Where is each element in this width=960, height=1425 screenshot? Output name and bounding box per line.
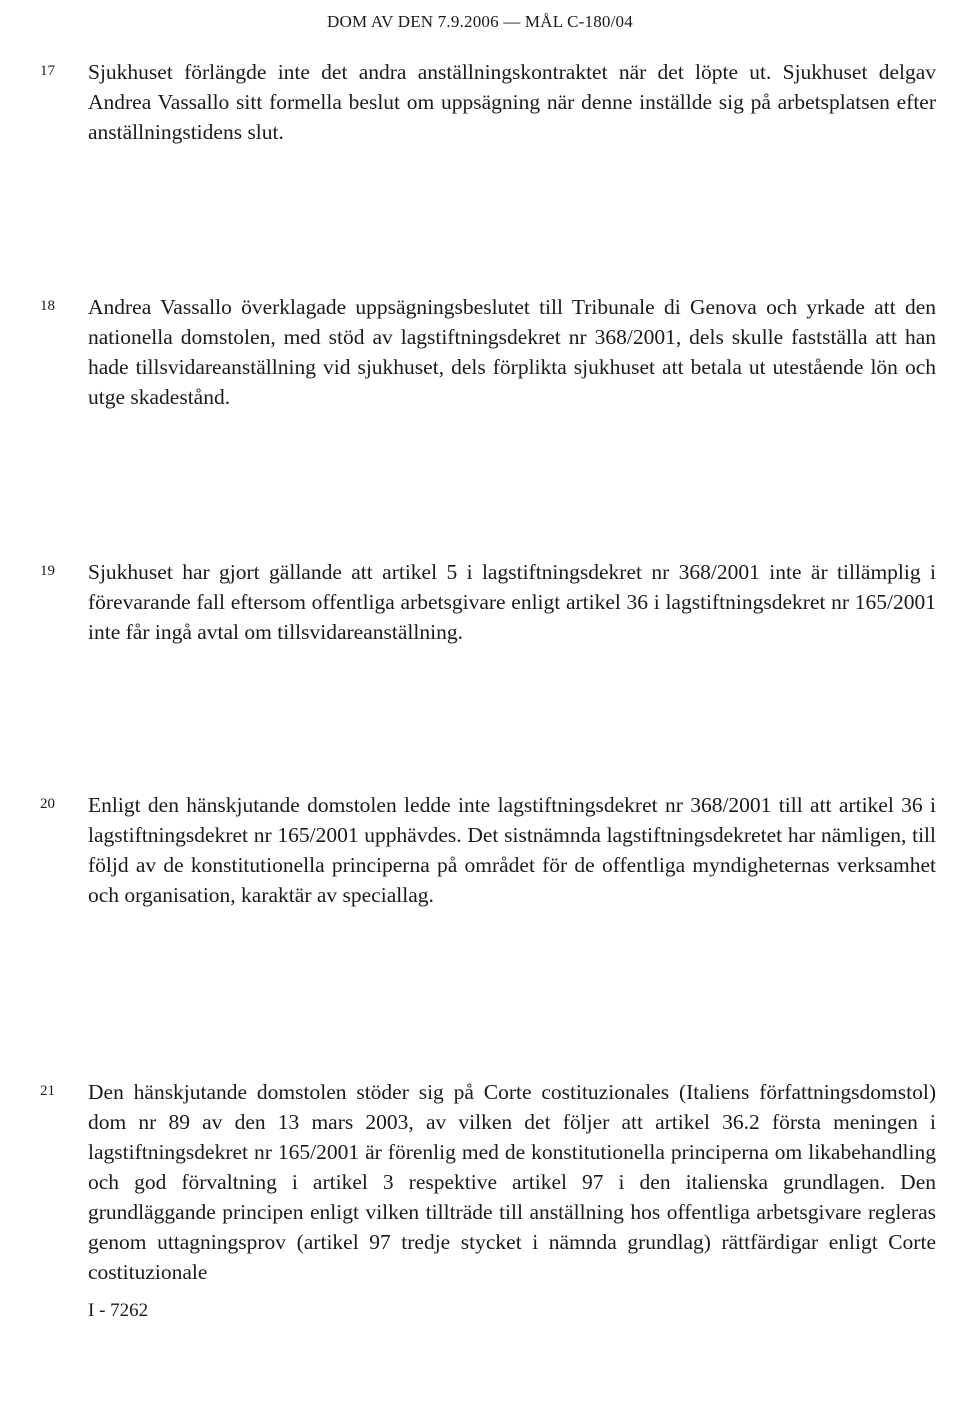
paragraph-text: Sjukhuset förlängde inte det andra anställningskontraktet när det löpte ut. Sjukhuset delgav Andrea Vassallo sitt formella beslut om uppsägning när denne inställde sig på arbetsplatsen efter anställningstidens slut. (88, 60, 936, 144)
paragraph-text: Den hänskjutande domstolen stöder sig på Corte costituzionales (Italiens författningsdomstol) dom nr 89 av den 13 mars 2003, av vilken det följer att artikel 36.2 första meningen i lagstiftningsdekret nr 165/2001 är förenlig med de konstitutionella principerna om likabehandling och god förvaltning i artikel 3 respektive artikel 97 i den italienska grundlagen. Den grundläggande principen enligt vilken tillträde till anställning hos offentliga arbetsgivare regleras genom uttagningsprov (artikel 97 tredje stycket i nämnda grundlag) rättfärdigar enligt Corte costituzionale (88, 1080, 936, 1284)
paragraph-number: 19 (40, 563, 55, 579)
paragraph-number: 18 (40, 298, 55, 314)
page-number: I - 7262 (88, 1300, 149, 1321)
running-header: DOM AV DEN 7.9.2006 — MÅL C-180/04 (327, 12, 633, 31)
paragraph-text: Sjukhuset har gjort gällande att artikel 5 i lagstiftningsdekret nr 368/2001 inte är tillämplig i förevarande fall eftersom offentliga arbetsgivare enligt artikel 36 i lagstiftningsdekret nr 165/2001 inte får ingå avtal om tillsvidareanställning. (88, 560, 936, 644)
paragraph-number: 20 (40, 796, 55, 812)
paragraph-number: 21 (40, 1083, 55, 1099)
paragraph-text: Enligt den hänskjutande domstolen ledde inte lagstiftningsdekret nr 368/2001 till att artikel 36 i lagstiftningsdekret nr 165/2001 upphävdes. Det sistnämnda lagstiftningsdekretet har nämligen, till följd av de konstitutionella principerna på området för de offentliga myndigheternas verksamhet och organisation, karaktär av speciallag. (88, 793, 936, 907)
paragraph-text: Andrea Vassallo överklagade uppsägningsbeslutet till Tribunale di Genova och yrkade att den nationella domstolen, med stöd av lagstiftningsdekret nr 368/2001, dels skulle fastställa att han hade tillsvidareanställning vid sjukhuset, dels förplikta sjukhuset att betala ut utestående lön och utge skadestånd. (88, 295, 936, 409)
paragraph-number: 17 (40, 63, 55, 79)
